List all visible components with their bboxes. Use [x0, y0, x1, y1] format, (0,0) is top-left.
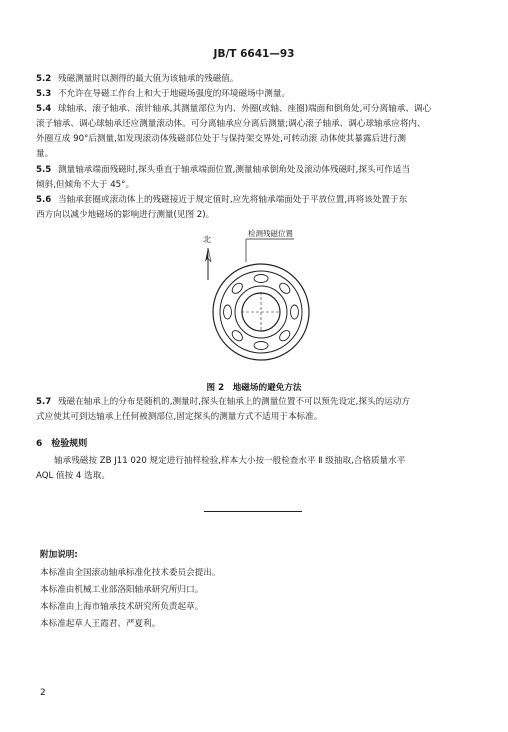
standard-code: JB/T 6641—93 — [213, 48, 295, 60]
paragraph-line: AQL 值按 4 选取。 — [36, 471, 110, 481]
clause-text: 球轴承、滚子轴承、滚针轴承,其测量部位为内、外圈(或轴、座圈)端面和倒角处,可分离轴承、调心 — [58, 104, 432, 114]
clause-text-cont: 西方向以减少地磁场的影响进行测量(见图 2)。 — [36, 210, 215, 220]
clause-text-cont: 滚子轴承、调心球轴承还应测量滚动体。可分离轴承应分离后测量;调心滚子轴承、调心球轴承应将内、 — [36, 119, 426, 129]
bearing-icon — [213, 264, 309, 360]
note-line: 本标准由全国滚动轴承标准化技术委员会提出。 — [40, 568, 221, 578]
note-line: 本标准起草人王霞君、严夏利。 — [40, 619, 161, 629]
clause-text: 测量轴承端面残磁时,探头垂直于轴承端面位置,测量轴承倒角处及滚动体残磁时,探头可作适当 — [58, 165, 410, 175]
clause-text-cont: 式应使其可到达轴承上任何被测部位,固定探头的测量方式不适用于本标准。 — [36, 412, 323, 422]
inspection-paragraph — [36, 454, 476, 484]
clause-5-7 — [36, 395, 472, 425]
clause-text-cont: 倾斜,但倾角不大于 45°。 — [36, 180, 135, 190]
clause-number: 5.7 — [36, 397, 52, 407]
end-rule — [204, 511, 302, 512]
bearing-diagram — [186, 222, 326, 372]
section-heading: 6 检验规则 — [36, 439, 88, 449]
figure-caption: 图 2 地磁场的避免方法 — [206, 383, 302, 393]
clause-5-5 — [36, 163, 472, 193]
clause-number: 5.2 — [36, 74, 52, 84]
clause-5-3 — [36, 87, 472, 102]
north-arrow-icon — [205, 248, 211, 280]
clause-text-cont: 外圈互成 90°后测量,如发现滚动体残磁部位处于与保持架交界处,可转动滚 动体使其暴露后进行测 — [36, 134, 406, 144]
clause-text-cont: 量。 — [36, 149, 54, 159]
clause-text: 当轴承套圈或滚动体上的残磁接近于规定值时,应先将轴承端面处于平放位置,再将该处置于东 — [58, 195, 408, 205]
note-line: 本标准由上海市轴承技术研究所负责起草。 — [40, 602, 204, 612]
clause-text: 不允许在导磁工作台上和大于地磁场强度的环境磁场中测量。 — [58, 89, 291, 99]
clause-number: 5.6 — [36, 195, 52, 205]
clause-5-4 — [36, 102, 472, 162]
clause-5-6 — [36, 193, 472, 223]
north-label: 北 — [203, 235, 211, 244]
paragraph-line: 轴承残磁按 ZB J11 020 规定进行抽样检验,样本大小按一般检查水平 Ⅱ 级抽取,合格质量水平 — [54, 456, 406, 466]
clause-text: 残磁在轴承上的分布是随机的,测量时,探头在轴承上的测量位置不可以预先设定,探头的运动方 — [58, 397, 410, 407]
figure-2 — [186, 222, 326, 372]
page-number: 2 — [40, 688, 46, 698]
clause-5-2 — [36, 72, 472, 87]
clause-text: 残磁测量时以测得的最大值为该轴承的残磁值。 — [58, 74, 239, 84]
clause-number: 5.5 — [36, 165, 52, 175]
note-line: 本标准由机械工业部洛阳轴承研究所归口。 — [40, 585, 204, 595]
notes-title: 附加说明: — [40, 550, 78, 560]
clause-number: 5.3 — [36, 89, 52, 99]
probe-position-label: 检测残磁位置 — [248, 229, 293, 238]
clause-number: 5.4 — [36, 104, 52, 114]
